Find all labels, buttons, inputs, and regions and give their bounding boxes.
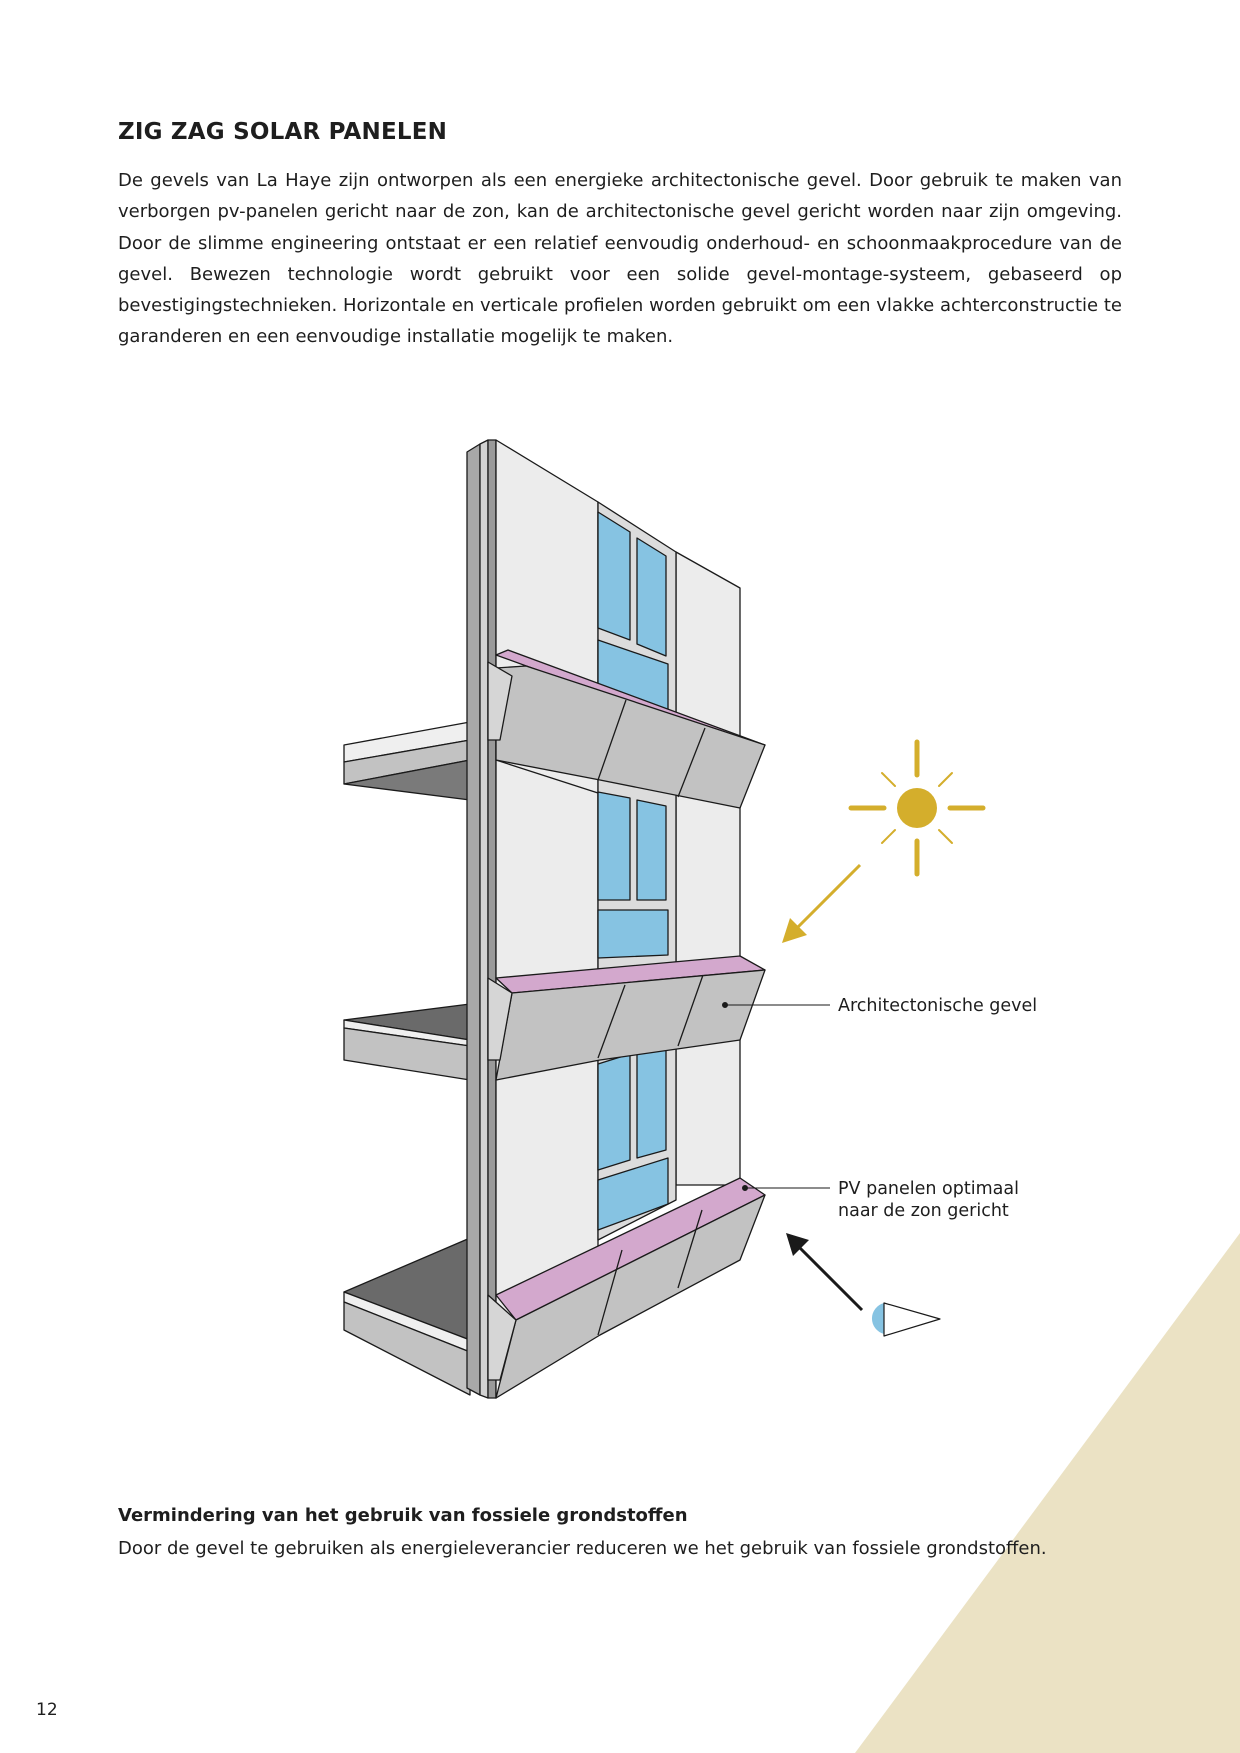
page-title: ZIG ZAG SOLAR PANELEN <box>118 119 448 145</box>
label-architectural-facade: Architectonische gevel <box>838 996 1038 1016</box>
section-body: Door de gevel te gebruiken als energieleverancier reduceren we het gebruik van fossiele grondstoffen. <box>118 1538 1047 1559</box>
floor-slabs <box>344 722 470 1395</box>
eye-icon <box>872 1303 940 1336</box>
vertical-profile <box>467 440 496 1398</box>
section-title: Vermindering van het gebruik van fossiele grondstoffen <box>118 1505 688 1526</box>
sun-ray-arrow <box>782 865 860 943</box>
intro-paragraph: De gevels van La Haye zijn ontworpen als een energieke architectonische gevel. Door gebruik te maken van verborgen pv-panelen gericht naar de zon, kan de architectonische gevel gericht worden naar zijn omgeving. Door de slimme engineering ontstaat er een relatief eenvoudig onderhoud- en schoonmaakprocedure van de gevel. Bewezen technologie wordt gebruikt voor een solide gevel-montage-systeem, gebaseerd op bevestigingstechnieken. Horizontale en verticale profielen worden gebruikt om een vlakke achterconstructie te garanderen en een eenvoudige installatie mogelijk te maken. <box>118 170 1122 348</box>
page-number: 12 <box>36 1700 58 1720</box>
label-pv-panels-line1: PV panelen optimaal <box>838 1179 1019 1199</box>
view-arrow <box>786 1233 862 1310</box>
windows <box>598 502 676 1240</box>
sun-icon <box>851 742 983 874</box>
label-pv-panels-line2: naar de zon gericht <box>838 1201 1009 1221</box>
